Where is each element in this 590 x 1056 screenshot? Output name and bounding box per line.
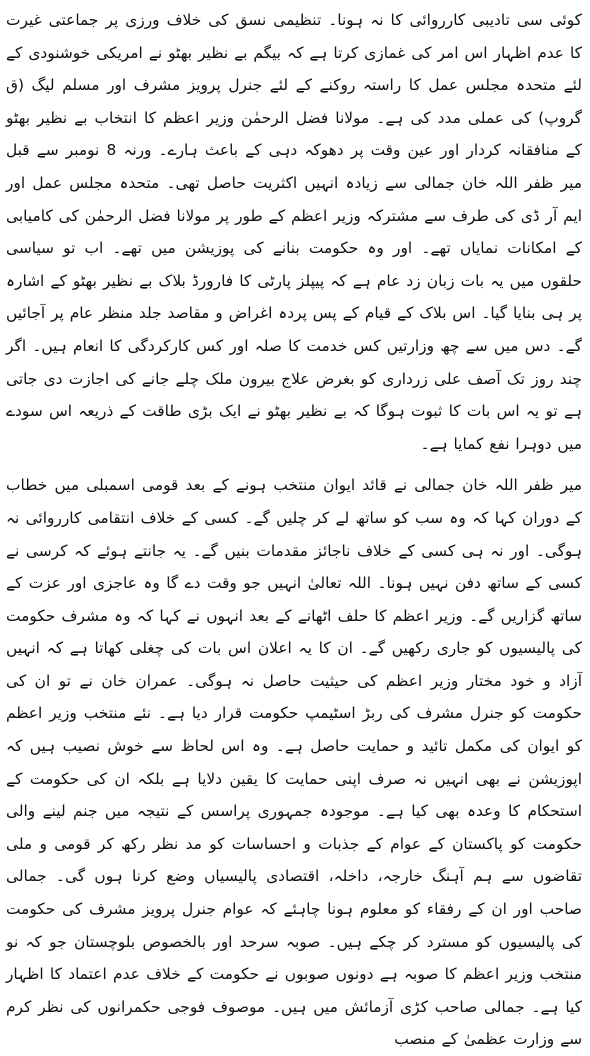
paragraph-1: کوئی سی تادیبی کارروائی کا نہ ہونا۔ تنظیمی نسق کی خلاف ورزی پر جماعتی غیرت کا عدم اظہار اس امر کی غمازی کرتا ہے کہ بیگم بے نظیر بھٹو نے امریکی خوشنودی کے لئے متحدہ مجلس عمل کا راستہ روکنے کے لئے جنرل پرویز مشرف اور مسلم لیگ (ق گروپ) کی عملی مدد کی ہے۔ مولانا فضل الرحمٰن وزیر اعظم کا انتخاب بے نظیر بھٹو کے منافقانہ کردار اور عین وقت پر دھوکہ دہی کے باعث ہارے۔ ورنہ 8 نومبر سے قبل میر ظفر اللہ خان جمالی سے زیادہ انہیں اکثریت حاصل تھی۔ متحدہ مجلس عمل اور ایم آر ڈی کی طرف سے مشترکہ وزیر اعظم کے طور پر مولانا فضل الرحمٰن کی کامیابی کے امکانات نمایاں تھے۔ اور وہ حکومت بنانے کی پوزیشن میں تھے۔ اب تو سیاسی حلقوں میں یہ بات زبان زد عام ہے کہ پیپلز پارٹی کا فارورڈ بلاک بے نظیر بھٹو کے اشارہ پر ہی بنایا گیا۔ اس بلاک کے قیام کے پس پردہ اغراض و مقاصد جلد منظر عام پر آجائیں گے۔ دس میں سے چھ وزارتیں کس خدمت کا صلہ اور کس کارکردگی کا انعام ہیں۔ اگر چند روز تک آصف علی زرداری کو بغرض علاج بیرون ملک چلے جانے کی اجازت دی جاتی ہے تو یہ اس بات کا ثبوت ہوگا کہ بے نظیر بھٹو نے ایک بڑی طاقت کے ذریعہ اس سودے میں دوہرا نفع کمایا ہے۔ (6, 11, 582, 453)
paragraph-2: میر ظفر اللہ خان جمالی نے قائد ایوان منتخب ہونے کے بعد قومی اسمبلی میں خطاب کے دوران کہا کہ وہ سب کو ساتھ لے کر چلیں گے۔ کسی کے خلاف انتقامی کارروائی نہ ہوگی۔ اور نہ ہی کسی کے خلاف ناجائز مقدمات بنیں گے۔ یہ جانتے ہوئے کہ کرسی نے کسی کے ساتھ دفن نہیں ہونا۔ اللہ تعالیٰ انہیں جو وقت دے گا وہ عاجزی اور عزت کے ساتھ گزاریں گے۔ وزیر اعظم کا حلف اٹھانے کے بعد انہوں نے کہا کہ وہ مشرف حکومت کی پالیسیوں کو جاری رکھیں گے۔ ان کا یہ اعلان اس بات کی چغلی کھاتا ہے کہ انہیں آزاد و خود مختار وزیر اعظم کی حیثیت حاصل نہ ہوگی۔ عمران خان نے تو ان کی حکومت کو جنرل مشرف کی ربڑ اسٹیمپ حکومت قرار دیا ہے۔ نئے منتخب وزیر اعظم کو ایوان کی مکمل تائید و حمایت حاصل ہے۔ وہ اس لحاظ سے خوش نصیب ہیں کہ اپوزیشن نے بھی انہیں نہ صرف اپنی حمایت کا یقین دلایا ہے بلکہ ان کی حکومت کے استحکام کا وعدہ بھی کیا ہے۔ موجودہ جمہوری پراسس کے نتیجہ میں جنم لینے والی حکومت کو پاکستان کے عوام کے جذبات و احساسات کو مد نظر رکھ کر قومی و ملی تقاضوں سے ہم آہنگ خارجہ، داخلہ، اقتصادی پالیسیاں وضع کرنا ہوں گی۔ جمالی صاحب اور ان کے رفقاء کو معلوم ہونا چاہئے کہ عوام جنرل پرویز مشرف کی حکومت کی پالیسیوں کو مسترد کر چکے ہیں۔ صوبہ سرحد اور بالخصوص بلوچستان جو کہ نو منتخب وزیر اعظم کا صوبہ ہے دونوں صوبوں نے حکومت کے خلاف عدم اعتماد کا اظہار کیا ہے۔ جمالی صاحب کڑی آزمائش میں ہیں۔ موصوف فوجی حکمرانوں کی نظر کرم سے وزارت عظمیٰ کے منصب (6, 476, 582, 1049)
